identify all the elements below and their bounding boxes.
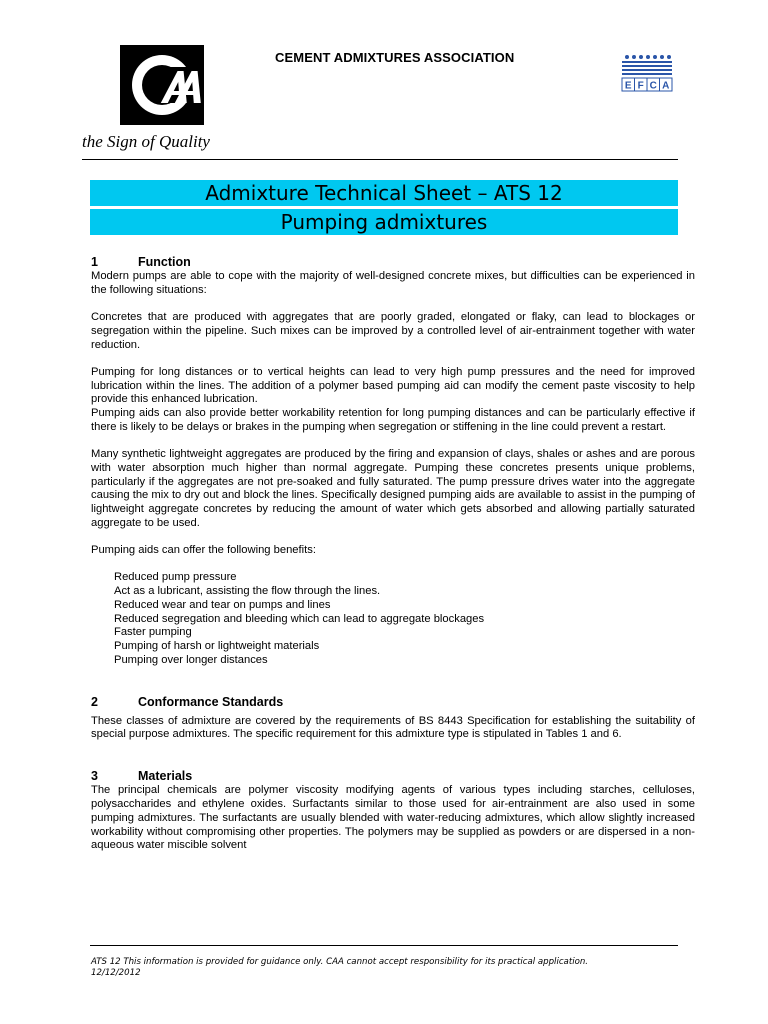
list-item: Reduced pump pressure bbox=[114, 571, 237, 584]
list-item: Faster pumping bbox=[114, 626, 192, 639]
footer-disclaimer: ATS 12 This information is provided for guidance only. CAA cannot accept responsibility for its practical application. bbox=[91, 957, 589, 967]
footer bbox=[91, 957, 588, 979]
document-subtitle: Pumping admixtures bbox=[90, 209, 678, 235]
section-heading-conformance: 2 Conformance Standards bbox=[91, 694, 284, 709]
paragraph: The principal chemicals are polymer viscosity modifying agents of various types including starches, celluloses, polysaccharides and ethylene oxides. Surfactants similar to those used for air-entrainment are also used in some pumping admixtures. The surfactants are usually blended with water-reducing admixtures, which allow slightly increased workability without compromising other properties. The polymers may be supplied as powders or are dispersed in a non-aqueous water miscible solvent bbox=[91, 784, 695, 852]
paragraph: These classes of admixture are covered by the requirements of BS 8443 Specification for establishing the suitability of special purpose admixtures. The specific requirement for this admixture type is stipulated in Tables 1 and 6. bbox=[91, 714, 695, 741]
paragraph: Concretes that are produced with aggregates that are poorly graded, elongated or flaky, can lead to blockages or segregation within the pipeline. Such mixes can be improved by a controlled level of air-entrainment together with water reduction. bbox=[91, 311, 695, 351]
section-heading-materials: 3 Materials bbox=[91, 769, 193, 784]
paragraph: Pumping for long distances or to vertical heights can lead to very high pump pressures and the need for improved lubrication within the lines. The addition of a polymer based pumping aid can modify the cement paste viscosity to help provide this enhanced lubrication. bbox=[91, 365, 695, 406]
tagline: the Sign of Quality bbox=[82, 132, 210, 151]
benefits-list bbox=[91, 571, 695, 667]
list-item: Pumping of harsh or lightweight materials bbox=[114, 639, 320, 652]
list-item: Reduced wear and tear on pumps and lines bbox=[114, 598, 331, 611]
footer-date: 12/12/2012 bbox=[91, 968, 141, 978]
list-item: Pumping over longer distances bbox=[114, 653, 268, 666]
list-item: Reduced segregation and bleeding which can lead to aggregate blockages bbox=[114, 612, 485, 625]
caa-logo-icon bbox=[120, 45, 204, 125]
efca-letter: C bbox=[649, 80, 657, 92]
efca-letter: F bbox=[637, 80, 644, 92]
section-heading-function: 1 Function bbox=[91, 255, 191, 269]
paragraph: Modern pumps are able to cope with the majority of well-designed concrete mixes, but difficulties can be experienced in the following situations: bbox=[91, 270, 695, 296]
efca-letter: E bbox=[624, 80, 632, 92]
header-divider bbox=[82, 159, 678, 160]
document-title: Admixture Technical Sheet – ATS 12 bbox=[90, 180, 678, 206]
paragraph: Pumping aids can offer the following benefits: bbox=[91, 544, 316, 556]
document-body bbox=[91, 255, 695, 853]
efca-letter: A bbox=[662, 80, 670, 92]
association-name: CEMENT ADMIXTURES ASSOCIATION bbox=[275, 50, 515, 65]
paragraph: Many synthetic lightweight aggregates are produced by the firing and expansion of clays, shales or ashes and are porous with water absorption much higher than normal aggregate. Pumping these concretes presents unique problems, particularly if the aggregates are not pre-soaked and fully saturated. The pump pressure drives water into the aggregate causing the mix to dry out and block the lines. Specifically designed pumping aids are available to assist in the pumping of lightweight aggregate concretes by reducing the amount of water which gets absorbed and allowing partially saturated aggregate to be used. bbox=[91, 448, 695, 529]
footer-divider bbox=[90, 945, 678, 946]
list-item: Act as a lubricant, assisting the flow through the lines. bbox=[114, 585, 381, 598]
paragraph: Pumping aids can also provide better workability retention for long pumping distances and can be particularly effective if there is likely to be delays or brakes in the pumping when segregation or stiffening in the line could prevent a restart. bbox=[91, 407, 695, 433]
efca-logo-icon bbox=[620, 52, 674, 92]
